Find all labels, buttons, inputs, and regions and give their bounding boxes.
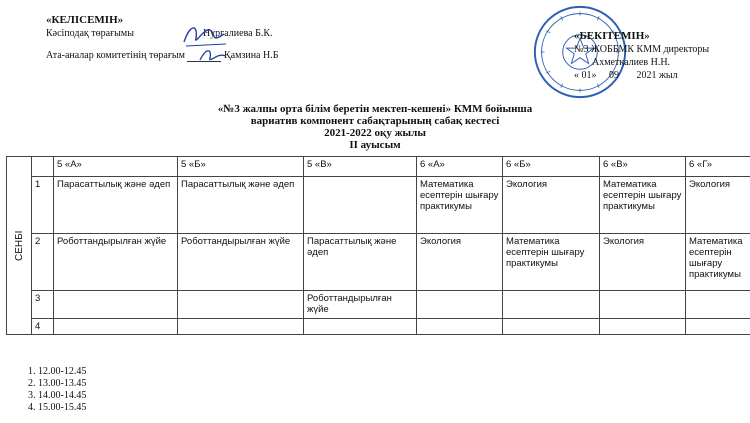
lesson-number: 3 bbox=[32, 291, 54, 319]
table-cell: Математика есептерін шығару практикумы bbox=[686, 234, 750, 291]
parents-committee-role: Ата-аналар комитетінің төрағым bbox=[46, 50, 185, 61]
table-cell bbox=[686, 291, 750, 319]
column-header: 6 «Б» bbox=[503, 157, 600, 177]
table-cell: Роботтандырылған жүйе bbox=[178, 234, 304, 291]
approval-left-line2 bbox=[46, 49, 278, 62]
table-cell bbox=[417, 291, 503, 319]
trade-union-name: Нургалиева Б.К. bbox=[202, 28, 273, 39]
trade-union-role: Кәсіподақ төрағымы bbox=[46, 28, 134, 39]
schedule-table bbox=[6, 156, 750, 335]
title-line-3: 2021-2022 оқу жылы bbox=[324, 127, 426, 139]
column-header: 6 «А» bbox=[417, 157, 503, 177]
approval-date: « 01» 09 2021 жыл bbox=[574, 70, 678, 81]
approval-left bbox=[46, 14, 278, 62]
table-cell: Парасаттылық және әдеп bbox=[304, 234, 417, 291]
table-cell bbox=[178, 319, 304, 335]
day-label: СЕНБІ bbox=[7, 157, 32, 335]
lesson-time-item: 3. 14.00-14.45 bbox=[38, 390, 86, 402]
title-line-2: вариатив компонент сабақтарының сабақ кестесі bbox=[250, 115, 500, 127]
table-row bbox=[7, 177, 750, 234]
table-cell: Математика есептерін шығару практикумы bbox=[503, 234, 600, 291]
table-cell: Экология bbox=[417, 234, 503, 291]
parents-committee-name: Қамзина Н.Б bbox=[223, 50, 279, 61]
lesson-number: 4 bbox=[32, 319, 54, 335]
lesson-number: 1 bbox=[32, 177, 54, 234]
table-cell bbox=[304, 319, 417, 335]
table-cell bbox=[600, 291, 686, 319]
approval-left-heading: «КЕЛІСЕМІН» bbox=[46, 14, 124, 26]
table-cell bbox=[503, 291, 600, 319]
table-cell: Парасаттылық және әдеп bbox=[178, 177, 304, 234]
director-name: Ахметкалиев Н.Н. bbox=[592, 57, 671, 68]
lesson-times bbox=[16, 366, 86, 414]
table-cell bbox=[304, 177, 417, 234]
column-header: 5 «В» bbox=[304, 157, 417, 177]
table-row bbox=[7, 234, 750, 291]
director-title: №3 ЖОББМК КММ директоры bbox=[574, 44, 710, 55]
title-line-4: II ауысым bbox=[349, 139, 401, 151]
lesson-time-item: 4. 15.00-15.45 bbox=[38, 402, 86, 414]
column-header: 5 «А» bbox=[54, 157, 178, 177]
lesson-number: 2 bbox=[32, 234, 54, 291]
table-cell: Роботтандырылған жүйе bbox=[304, 291, 417, 319]
table-cell: Экология bbox=[503, 177, 600, 234]
table-header-row bbox=[7, 157, 750, 177]
lesson-time-item: 2. 13.00-13.45 bbox=[38, 378, 86, 390]
title-line-1: «№3 жалпы орта білім беретін мектеп-кешені» КММ бойынша bbox=[217, 103, 533, 115]
column-header: 5 «Б» bbox=[178, 157, 304, 177]
table-cell: Экология bbox=[686, 177, 750, 234]
approval-right-heading: «БЕКІТЕМІН» bbox=[574, 30, 650, 42]
table-cell: Математика есептерін шығару практикумы bbox=[417, 177, 503, 234]
lesson-times-list bbox=[16, 366, 86, 414]
column-header: 6 «Г» bbox=[686, 157, 750, 177]
table-cell bbox=[54, 319, 178, 335]
corner-cell bbox=[32, 157, 54, 177]
table-cell bbox=[178, 291, 304, 319]
document-title bbox=[0, 103, 750, 151]
table-cell bbox=[417, 319, 503, 335]
column-header: 6 «В» bbox=[600, 157, 686, 177]
table-cell: Роботтандырылған жүйе bbox=[54, 234, 178, 291]
lesson-time-item: 1. 12.00-12.45 bbox=[38, 366, 86, 378]
table-cell bbox=[503, 319, 600, 335]
approval-left-line1 bbox=[46, 27, 278, 40]
table-cell: Экология bbox=[600, 234, 686, 291]
table-cell bbox=[686, 319, 750, 335]
table-cell: Парасаттылық және әдеп bbox=[54, 177, 178, 234]
table-row bbox=[7, 319, 750, 335]
handwritten-signature-2 bbox=[198, 46, 230, 66]
table-row bbox=[7, 291, 750, 319]
approval-right bbox=[574, 30, 749, 82]
table-cell: Математика есептерін шығару практикумы bbox=[600, 177, 686, 234]
table-cell bbox=[54, 291, 178, 319]
table-cell bbox=[600, 319, 686, 335]
